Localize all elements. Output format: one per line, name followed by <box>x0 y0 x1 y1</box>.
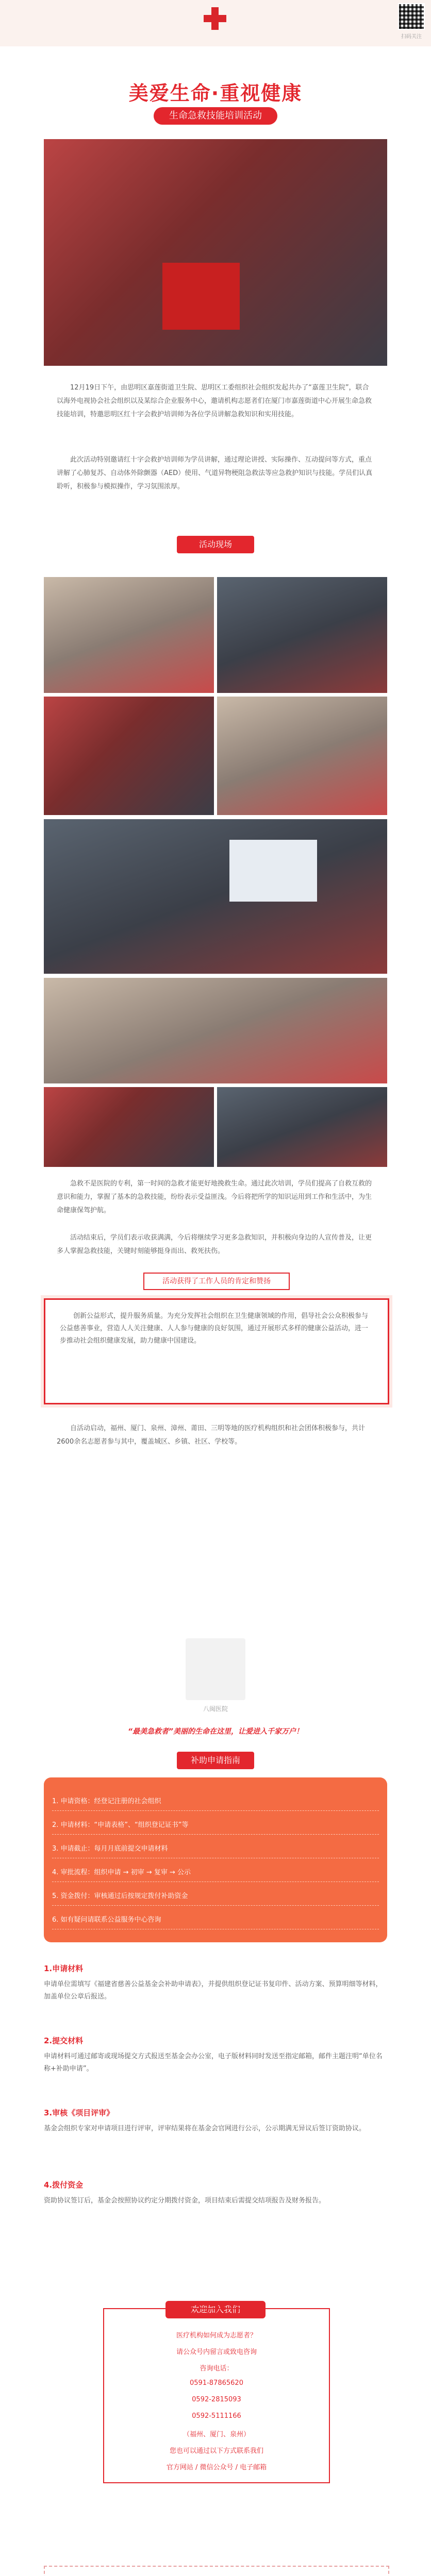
guide-point-5: 5. 资金拨付：审核通过后按规定拨付补助资金 <box>52 1888 379 1906</box>
paragraph-4: 活动结束后，学员们表示收获满满，今后将继续学习更多急救知识，并积极向身边的人宣传普及，让更多人掌握急救技能，关键时刻能够挺身而出、救死扶伤。 <box>57 1234 372 1255</box>
activity-photo-7 <box>44 1087 214 1167</box>
page-subtitle: 生命急救技能培训活动 <box>154 107 277 125</box>
join-row-6[interactable]: 0592-5111166 <box>192 2412 241 2420</box>
join-row-9: 官方网站 / 微信公众号 / 电子邮箱 <box>166 2464 267 2471</box>
image-caption: 八闽医院 <box>203 1705 228 1713</box>
activity-photo-1 <box>44 577 214 693</box>
activity-photo-4 <box>217 697 387 815</box>
section-heading-4: 4.拨付资金 <box>44 2180 84 2190</box>
join-row-5[interactable]: 0592-2815093 <box>192 2396 241 2403</box>
guide-point-3: 3. 申请截止：每月月底前提交申请材料 <box>52 1840 379 1858</box>
page-title: 美爱生命·重视健康 <box>128 82 303 105</box>
section-text-3: 基金会组织专家对申请项目进行评审，评审结果将在基金会官网进行公示，公示期满无异议后签订资助协议。 <box>44 2125 366 2132</box>
hero-photo <box>44 139 387 366</box>
section-tag-guide: 补助申请指南 <box>177 1752 254 1769</box>
section-text-1: 申请单位需填写《福建省慈善公益基金会补助申请表》，并提供组织登记证书复印件、活动方案、预算明细等材料，加盖单位公章后报送。 <box>44 1980 383 2001</box>
join-row-3: 咨询电话： <box>200 2365 234 2372</box>
guide-point-1: 1. 申请资格：经登记注册的社会组织 <box>52 1793 379 1811</box>
join-row-1: 医疗机构如何成为志愿者？ <box>176 2332 257 2340</box>
join-row-7: （福州、厦门、泉州） <box>183 2431 250 2438</box>
guide-point-4: 4. 审批流程：组织申请 → 初审 → 复审 → 公示 <box>52 1864 379 1882</box>
join-us-box <box>103 2308 330 2483</box>
footer-info-box <box>44 2566 389 2576</box>
section-text-4: 资助协议签订后，基金会按照协议约定分期拨付资金，项目结束后需提交结项报告及财务报告。 <box>44 2197 326 2205</box>
paragraph-2: 此次活动特别邀请红十字会救护培训师为学员讲解，通过理论讲授、实际操作、互动提问等方式，重点讲解了心肺复苏、自动体外除颤器（AED）使用、气道异物梗阻急救法等应急救护知识与技能。学员们认真聆听，积极参与模拟操作，学习氛围浓厚。 <box>57 456 373 490</box>
paragraph-3: 急救不是医院的专利，第一时间的急救才能更好地挽救生命。通过此次培训，学员们提高了自救互救的意识和能力，掌握了基本的急救技能，纷纷表示受益匪浅。今后将把所学的知识运用到工作和生活中，为生命健康保驾护航。 <box>57 1180 372 1214</box>
join-us-title: 欢迎加入我们 <box>165 2301 266 2318</box>
activity-photo-2 <box>217 577 387 693</box>
guide-point-2: 2. 申请材料：“申请表格”、“组织登记证书”等 <box>52 1817 379 1835</box>
guide-box <box>44 1777 387 1942</box>
quote-box <box>44 1298 389 1404</box>
red-cross-logo <box>204 7 226 30</box>
guide-point-6: 6. 如有疑问请联系公益服务中心咨询 <box>52 1911 379 1929</box>
join-row-4[interactable]: 0591-87865620 <box>190 2379 243 2387</box>
top-banner <box>0 0 431 46</box>
activity-photo-3 <box>44 697 214 815</box>
join-row-8: 您也可以通过以下方式联系我们 <box>169 2447 263 2455</box>
paragraph-5: 自活动启动，福州、厦门、泉州、漳州、莆田、三明等地的医疗机构组织和社会团体积极参与，共计2600余名志愿者参与其中，覆盖城区、乡镇、社区、学校等。 <box>57 1425 366 1446</box>
qr-code-icon <box>398 3 425 30</box>
section-heading-2: 2.提交材料 <box>44 2036 84 2045</box>
qr-caption: 扫码关注 <box>401 34 422 40</box>
join-row-2: 请公众号内留言或致电咨询 <box>176 2348 257 2356</box>
section-heading-3: 3.审核《项目评审》 <box>44 2108 114 2117</box>
section-heading-1: 1.申请材料 <box>44 1964 84 1973</box>
section-text-2: 申请材料可通过邮寄或现场提交方式报送至基金会办公室，电子版材料同时发送至指定邮箱，邮件主题注明“单位名称+补助申请”。 <box>44 2053 383 2073</box>
qr-follow[interactable] <box>396 3 427 40</box>
paragraph-1: 12月19日下午，由思明区嘉莲街道卫生院、思明区工委组织社会组织发起共办了“嘉莲卫生院”，联合以海外电视协会社会组织以及某综合企业服务中心，邀请机构志愿者们在厦门市嘉莲街道中心开展生命急救技能培训，特邀思明区红十字会救护培训师为各位学员讲解急救知识和实用技能。 <box>57 384 372 418</box>
activity-photo-8 <box>217 1087 387 1167</box>
quote-text: 创新公益形式，提升服务质量。为充分发挥社会组织在卫生健康领域的作用，倡导社会公众积极参与公益慈善事业，营造人人关注健康、人人参与健康的良好氛围，通过开展形式多样的健康公益活动，进一步推动社会组织健康发展，助力健康中国建设。 <box>60 1312 369 1345</box>
section-tag-activity: 活动现场 <box>177 536 254 553</box>
activity-photo-5 <box>44 819 387 974</box>
image-placeholder <box>186 1638 245 1700</box>
slogan: “最美急救者”美丽的生命在这里，让爱进入千家万户！ <box>127 1727 304 1736</box>
activity-photo-6 <box>44 978 387 1083</box>
section-tag-praise: 活动获得了工作人员的肯定和赞扬 <box>143 1273 290 1290</box>
